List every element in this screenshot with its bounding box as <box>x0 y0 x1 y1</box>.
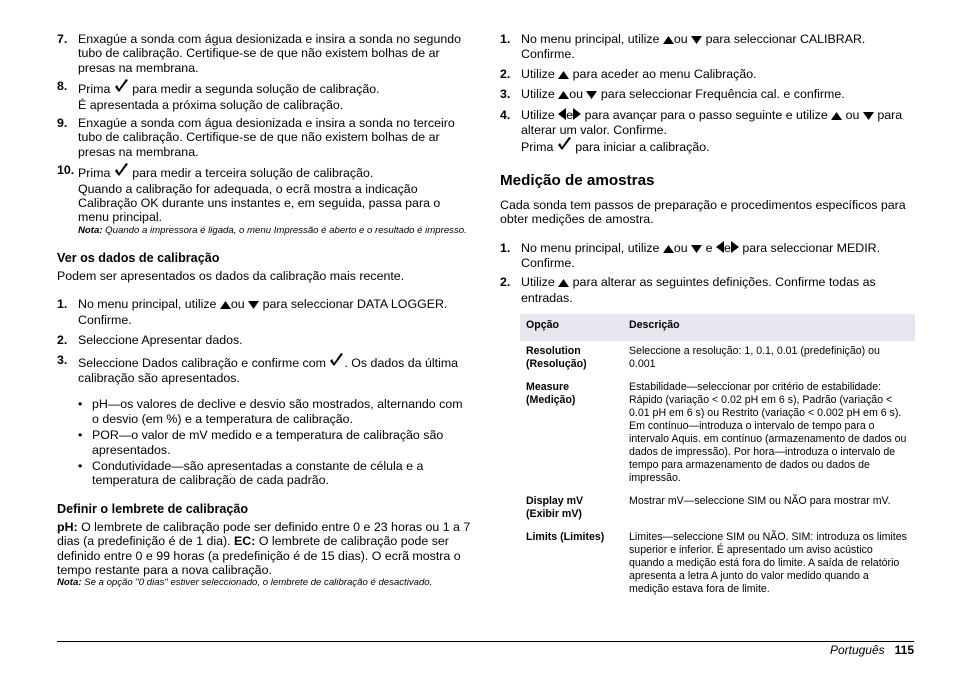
ph-text: O lembrete de calibração pode ser definido entre 0 e 23 horas ou 1 a 7 dias (a predefinição é de 1 dia). <box>57 519 471 549</box>
option-cell: Resolution (Resolução) <box>526 345 587 371</box>
step-9 <box>57 116 471 159</box>
step-text: para seleccionar Frequência cal. e confirme. <box>600 87 845 102</box>
note <box>78 225 471 237</box>
arrow-right-icon <box>731 241 739 256</box>
list-item: • Condutividade—são apresentadas a constante de célula e a temperatura de calibração de cada padrão. <box>57 459 471 488</box>
step-text: ou <box>845 107 860 122</box>
measure-step-2 <box>500 275 914 305</box>
arrow-right-icon <box>573 108 581 123</box>
ec-text: O lembrete de calibração pode ser definido entre 0 e 99 horas (a predefinição é de 15 dias). O ecrã mostra o tempo restante para a nova calibração. <box>57 534 461 577</box>
step-10 <box>57 163 471 237</box>
description-cell: Seleccione a resolução: 1, 0.1, 0.01 (predefinição) ou 0.001 <box>629 345 880 371</box>
bullet-list <box>57 397 471 487</box>
step-text: para iniciar a calibração. <box>575 140 710 155</box>
step-text: Prima <box>78 82 111 97</box>
arrow-up-icon <box>831 109 842 123</box>
heading-sample-measurement: Medição de amostras <box>500 171 655 189</box>
reminder-text <box>57 520 471 578</box>
step-text: para alterar as seguintes definições. Confirme todas as entradas. <box>521 275 876 305</box>
description-cell: Estabilidade—seleccionar por critério de estabilidade: Rápido (variação < 0.02 pH em 6 s), Padrão (variação < 0.01 pH em 6 s) ou Restrito (variação < 0.002 pH em 6 s). Em contínuo—introduza o intervalo de tempo para o intervalo Aquis. em contínuo (armazenamento de dados ou dados de impressão). Por hora—introduza o intervalo de tempo para armazenamento de dados ou dados de impressão. <box>629 381 907 485</box>
note-label: Nota: <box>78 224 103 236</box>
step-text: No menu principal, utilize <box>521 32 660 46</box>
step-result: É apresentada a próxima solução de calibração. <box>78 97 344 112</box>
step-number: 2. <box>500 66 511 81</box>
view-intro: Podem ser apresentados os dados da calibração mais recente. <box>57 268 405 283</box>
note <box>57 577 471 589</box>
step-text: para aceder ao menu Calibração. <box>572 66 757 81</box>
step-text: Seleccione Apresentar dados. <box>78 333 243 348</box>
step-text: para alterar um valor. Confirme. <box>521 107 903 138</box>
checkmark-icon <box>114 79 129 97</box>
step-text: Utilize <box>521 66 555 81</box>
step-text: ou <box>569 87 583 102</box>
footer-divider <box>57 641 914 642</box>
step-text: para seleccionar MEDIR. Confirme. <box>521 240 881 271</box>
step-text: e <box>705 240 713 255</box>
view-step-2 <box>57 333 471 347</box>
description-cell: Mostrar mV—seleccione SIM ou NÃO para mostrar mV. <box>629 495 891 508</box>
measure-step-1 <box>500 241 914 271</box>
arrow-down-icon <box>863 109 874 123</box>
measure-intro: Cada sonda tem passos de preparação e procedimentos específicos para obter medições de amostra. <box>500 197 906 227</box>
step-number: 1. <box>57 297 68 312</box>
footer-language: Português <box>829 643 885 657</box>
step-8 <box>57 79 471 112</box>
table-row <box>520 491 915 527</box>
step-number: 9. <box>57 116 68 131</box>
page-footer <box>830 643 914 657</box>
arrow-down-icon <box>691 33 702 47</box>
view-step-3 <box>57 353 471 386</box>
arrow-up-icon <box>558 88 569 102</box>
step-number: 8. <box>57 79 68 94</box>
step-number: 1. <box>500 32 511 46</box>
step-number: 3. <box>500 87 511 102</box>
step-text: para avançar para o passo seguinte e utilize <box>584 107 828 122</box>
table-header-row <box>520 314 915 341</box>
step-text: Utilize <box>521 107 555 122</box>
arrow-left-icon <box>716 241 724 256</box>
checkmark-icon <box>114 163 129 181</box>
step-text: Utilize <box>521 275 555 290</box>
options-table <box>520 314 915 602</box>
column-header: Descrição <box>623 314 915 341</box>
table-row <box>520 377 915 491</box>
description-cell: Limites—seleccione SIM ou NÃO. SIM: introduza os limites superior e inferior. É apresentado um aviso acústico quando a medição está fora do limite. A saída de relatório apresenta a letra A junto do valor medido quando a medição estava fora de limite. <box>629 531 907 596</box>
step-text: . Os dados da última calibração são apresentados. <box>78 355 459 385</box>
step-text: ou <box>230 297 245 312</box>
step-number: 10. <box>57 163 75 178</box>
note-text: Se a opção "0 dias" estiver seleccionado, o lembrete de calibração é desactivado. <box>81 577 433 589</box>
arrow-down-icon <box>248 298 259 312</box>
ec-label: EC: <box>234 534 256 549</box>
arrow-left-icon <box>558 108 566 123</box>
freq-step-1 <box>500 32 914 62</box>
right-column <box>500 32 914 602</box>
ph-label: pH: <box>57 519 78 534</box>
step-number: 7. <box>57 32 68 46</box>
step-text: No menu principal, utilize <box>521 240 660 255</box>
step-text: Prima <box>521 140 554 155</box>
arrow-up-icon <box>220 298 231 312</box>
step-text: para medir a terceira solução de calibração. <box>132 166 374 181</box>
step-text: Prima <box>78 166 111 181</box>
note-label: Nota: <box>57 577 82 589</box>
view-step-1 <box>57 297 471 327</box>
heading-view-calibration: Ver os dados de calibração <box>57 250 220 265</box>
step-number: 2. <box>57 333 68 348</box>
option-cell: Measure (Medição) <box>526 381 576 407</box>
heading-calibration-reminder: Definir o lembrete de calibração <box>57 501 249 516</box>
freq-step-4 <box>500 108 914 156</box>
checkmark-icon <box>329 353 344 371</box>
step-number: 2. <box>500 275 511 290</box>
list-item: • POR—o valor de mV medido e a temperatura de calibração são apresentados. <box>57 428 471 457</box>
arrow-up-icon <box>663 33 674 47</box>
freq-step-3 <box>500 87 914 102</box>
arrow-down-icon <box>691 242 702 256</box>
arrow-up-icon <box>663 242 674 256</box>
step-text: Seleccione Dados calibração e confirme com <box>78 355 326 370</box>
left-column <box>57 32 471 589</box>
list-item: • pH—os valores de declive e desvio são mostrados, alternando com o desvio (em %) e a temperatura de calibração. <box>57 397 471 426</box>
step-text: Enxagúe a sonda com água desionizada e insira a sonda no segundo tubo de calibração. Certifique-se de que não existem bolhas de ar presas na membrana. <box>78 32 462 75</box>
checkmark-icon <box>557 137 572 155</box>
table-row <box>520 341 915 377</box>
step-text: Utilize <box>521 87 555 102</box>
step-text: para seleccionar DATA LOGGER. Confirme. <box>78 297 448 327</box>
arrow-down-icon <box>586 88 597 102</box>
step-text: para medir a segunda solução de calibração. <box>132 82 380 97</box>
note-text: Quando a impressora é ligada, o menu Impressão é aberto e o resultado é impresso. <box>102 224 467 236</box>
step-text: para seleccionar CALIBRAR. Confirme. <box>521 32 866 62</box>
table-row <box>520 527 915 602</box>
option-cell: Limits (Limites) <box>526 531 605 544</box>
step-number: 4. <box>500 107 511 122</box>
freq-step-2 <box>500 67 914 82</box>
arrow-up-icon <box>558 276 569 290</box>
step-number: 3. <box>57 352 68 367</box>
step-text: Enxagúe a sonda com água desionizada e insira a sonda no terceiro tubo de calibração. Certifique-se de que não existem bolhas de ar presas na membrana. <box>78 116 455 159</box>
step-result: Quando a calibração for adequada, o ecrã mostra a indicação Calibração OK durante uns instantes e, em seguida, passa para o menu principal. <box>78 181 441 225</box>
step-text: No menu principal, utilize <box>78 297 217 312</box>
step-text: e <box>566 107 574 122</box>
step-text: ou <box>673 32 688 46</box>
step-text: e <box>723 240 731 255</box>
step-text: ou <box>673 240 688 255</box>
option-cell: Display mV (Exibir mV) <box>526 495 584 521</box>
column-header: Opção <box>520 314 623 341</box>
arrow-up-icon <box>558 68 569 82</box>
step-7 <box>57 32 471 75</box>
page-number: 115 <box>894 643 914 657</box>
step-number: 1. <box>500 240 511 255</box>
